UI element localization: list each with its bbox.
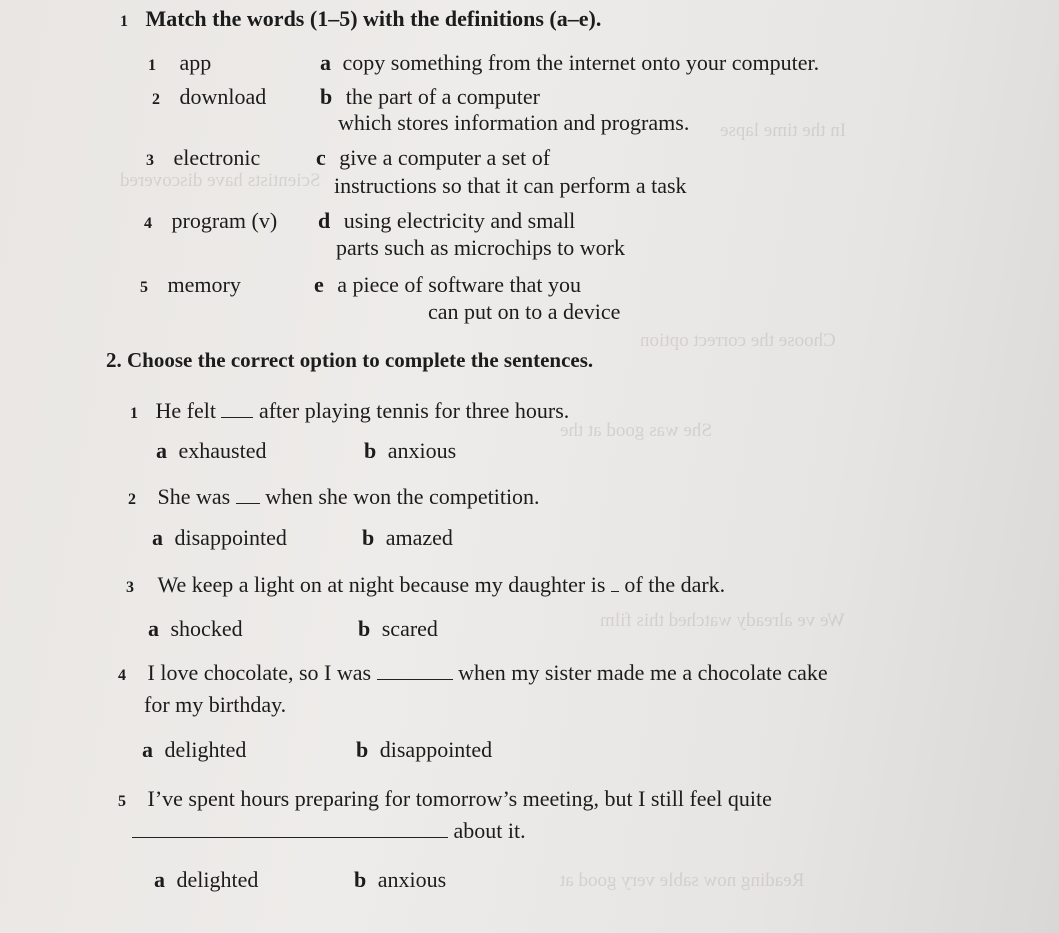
option-letter: a (142, 737, 153, 762)
option-letter: b (362, 525, 375, 550)
option-b[interactable] (362, 525, 453, 551)
bleed-through-text: Reading now sable very good at (560, 870, 805, 891)
sentence-number: 1 (130, 405, 138, 422)
sentence-number: 3 (126, 579, 134, 596)
option-letter: b (364, 438, 377, 463)
option-text: delighted (164, 737, 247, 762)
definition-text-line: which stores information and programs. (338, 110, 690, 135)
option-b[interactable] (364, 438, 456, 464)
option-text: shocked (170, 616, 243, 641)
word-number: 5 (140, 279, 148, 296)
option-letter: b (358, 616, 371, 641)
sentence-continuation: for my birthday. (144, 692, 287, 717)
word-text: electronic (173, 145, 261, 170)
bleed-through-text: Choose the correct option (640, 330, 836, 351)
definition-text: copy something from the internet onto your computer. (342, 50, 820, 75)
definition-item (320, 84, 540, 110)
word-text: download (179, 84, 267, 109)
sentence-after-blank: when my sister made me a chocolate cake (458, 660, 828, 685)
option-text: anxious (377, 867, 447, 892)
option-text: delighted (176, 867, 259, 892)
sentence-after-blank: after playing tennis for three hours. (258, 398, 570, 423)
sentence-before-blank: I’ve spent hours preparing for tomorrow’s meeting, but I still feel quite (147, 786, 772, 811)
option-b[interactable] (356, 737, 492, 763)
answer-blank[interactable] (221, 417, 253, 418)
option-text: anxious (387, 438, 457, 463)
word-item (146, 145, 260, 171)
definition-letter: b (320, 84, 333, 109)
definition-letter: d (318, 208, 331, 233)
bleed-through-text: We ve already watched this film (600, 610, 845, 631)
sentence-number: 5 (118, 793, 126, 810)
option-a[interactable] (156, 438, 266, 464)
answer-blank[interactable] (132, 837, 448, 838)
definition-letter: a (320, 50, 331, 75)
sentence-item (126, 572, 725, 598)
option-letter: a (156, 438, 167, 463)
definition-text-line: instructions so that it can perform a task (334, 173, 687, 198)
bleed-through-text: In the time lapse (720, 120, 847, 141)
definition-text-line: can put on to a device (428, 299, 621, 324)
word-text: program (v) (171, 208, 278, 233)
definition-letter: c (316, 145, 326, 170)
word-text: memory (167, 272, 241, 297)
exercise-1-number: 1 (120, 13, 128, 30)
definition-text: a piece of software that you (337, 272, 581, 297)
word-item (148, 50, 211, 76)
option-letter: b (356, 737, 369, 762)
definition-letter: e (314, 272, 324, 297)
sentence-after-blank: when she won the competition. (265, 484, 540, 509)
option-letter: a (152, 525, 163, 550)
sentence-after-blank: of the dark. (624, 572, 726, 597)
sentence-item (130, 398, 569, 424)
sentence-item (128, 484, 540, 510)
answer-blank[interactable] (236, 503, 260, 504)
option-a[interactable] (148, 616, 243, 642)
sentence-after-blank: about it. (453, 818, 526, 843)
sentence-number: 2 (128, 491, 136, 508)
bleed-through-text: She was good at the (560, 420, 712, 441)
answer-blank[interactable] (611, 591, 619, 592)
sentence-before-blank: He felt (155, 398, 216, 423)
option-b[interactable] (358, 616, 438, 642)
option-letter: a (148, 616, 159, 641)
definition-text: the part of a computer (345, 84, 541, 109)
word-text: app (179, 50, 212, 75)
exercise-2-heading: 2. Choose the correct option to complete the sentences. (106, 348, 594, 372)
word-number: 1 (148, 57, 156, 74)
option-a[interactable] (154, 867, 258, 893)
sentence-before-blank: She was (157, 484, 231, 509)
word-number: 3 (146, 152, 154, 169)
sentence-item (118, 660, 828, 686)
option-text: amazed (385, 525, 453, 550)
definition-text: give a computer a set of (339, 145, 551, 170)
sentence-continuation (132, 818, 526, 844)
option-a[interactable] (152, 525, 287, 551)
option-text: scared (381, 616, 438, 641)
option-b[interactable] (354, 867, 446, 893)
word-number: 2 (152, 91, 160, 108)
option-letter: b (354, 867, 367, 892)
option-text: exhausted (178, 438, 267, 463)
exercise-1-instruction: Match the words (1–5) with the definitions (a–e). (145, 6, 602, 31)
definition-text-line: parts such as microchips to work (336, 235, 625, 260)
word-item (152, 84, 266, 110)
exercise-1-heading (120, 6, 601, 32)
sentence-before-blank: We keep a light on at night because my daughter is (157, 572, 606, 597)
sentence-item (118, 786, 772, 812)
word-item (140, 272, 241, 298)
option-letter: a (154, 867, 165, 892)
option-text: disappointed (174, 525, 287, 550)
answer-blank[interactable] (377, 679, 453, 680)
option-a[interactable] (142, 737, 246, 763)
sentence-before-blank: I love chocolate, so I was (147, 660, 372, 685)
definition-item (318, 208, 575, 234)
word-number: 4 (144, 215, 152, 232)
word-item (144, 208, 277, 234)
sentence-number: 4 (118, 667, 126, 684)
bleed-through-text: Scientists have discovered (120, 170, 321, 191)
option-text: disappointed (379, 737, 493, 762)
definition-item (320, 50, 819, 76)
definition-text: using electricity and small (343, 208, 576, 233)
definition-item (316, 145, 550, 171)
definition-item (314, 272, 581, 298)
